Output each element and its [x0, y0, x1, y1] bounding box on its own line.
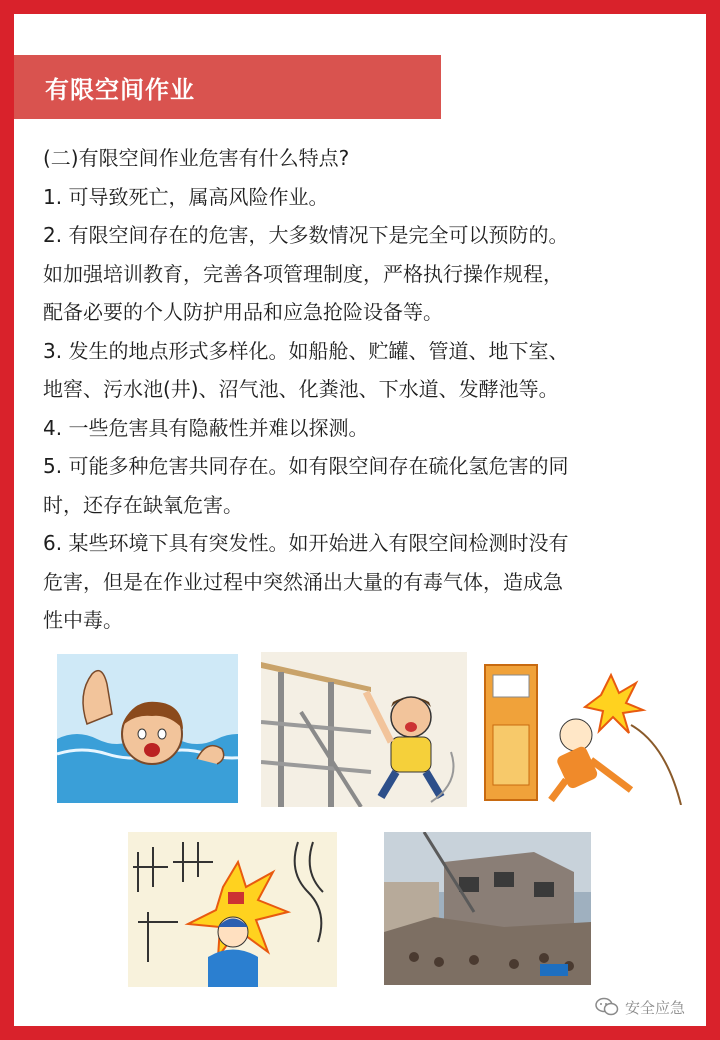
- paragraph-line: 4. 一些危害具有隐蔽性并难以探测。: [43, 415, 369, 440]
- building-collapse-photo: [384, 832, 591, 985]
- falling-object-illustration: [128, 832, 337, 987]
- paragraph-line: 配备必要的个人防护用品和应急抢险设备等。: [43, 300, 443, 324]
- drowning-illustration: [57, 654, 238, 803]
- paragraph-line: 时，还存在缺氧危害。: [43, 492, 243, 517]
- wechat-icon: [595, 997, 619, 1017]
- paragraph-line: 性中毒。: [43, 608, 123, 632]
- section-banner: [14, 55, 441, 119]
- paragraph-line: 5. 可能多种危害共同存在。如有限空间存在硫化氢危害的同: [43, 454, 569, 478]
- fall-from-scaffold-illustration: [261, 652, 467, 807]
- paragraph-line: 6. 某些环境下具有突发性。如开始进入有限空间检测时没有: [43, 531, 569, 555]
- paragraph-line: 如加强培训教育，完善各项管理制度，严格执行操作规程，: [43, 261, 563, 286]
- paragraph-line: 危害，但是在作业过程中突然涌出大量的有毒气体，造成急: [43, 569, 563, 594]
- paragraph-line: 1. 可导致死亡，属高风险作业。: [43, 184, 329, 209]
- article-body: [43, 139, 693, 640]
- paragraph-line: 地窖、污水池(井)、沼气池、化粪池、下水道、发酵池等。: [43, 377, 559, 401]
- electric-shock-illustration: [481, 655, 686, 805]
- paragraph-line: 2. 有限空间存在的危害，大多数情况下是完全可以预防的。: [43, 223, 569, 247]
- watermark-text: 安全应急: [625, 998, 686, 1017]
- paragraph-line: 3. 发生的地点形式多样化。如船舱、贮罐、管道、地下室、: [43, 338, 569, 363]
- question-heading: (二)有限空间作业危害有什么特点?: [43, 146, 350, 170]
- watermark: [595, 994, 685, 1020]
- section-title: 有限空间作业: [45, 75, 195, 104]
